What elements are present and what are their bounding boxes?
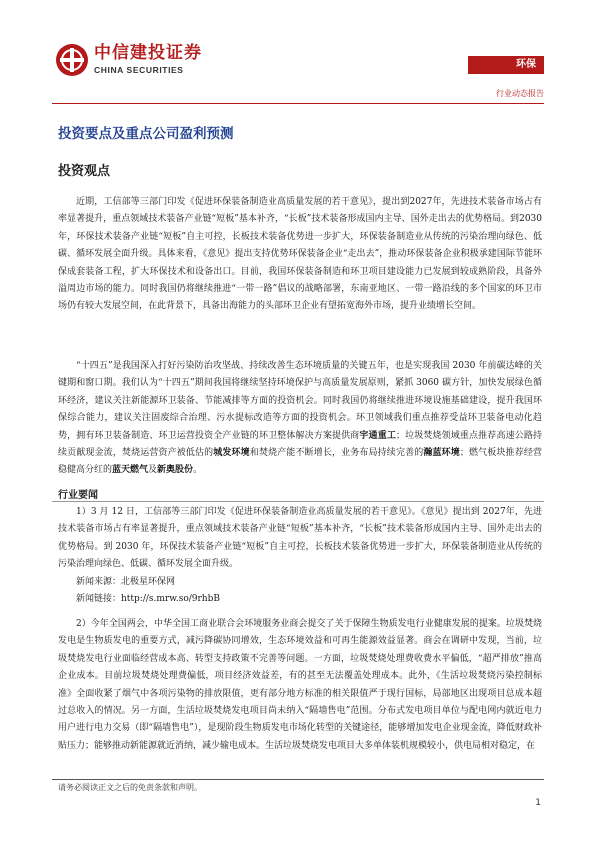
stock-highlight: 蓝天燃气 (112, 465, 149, 476)
stock-highlight: 城发环境 (213, 448, 250, 459)
paragraph-text: “十四五”是我国深入打好污染防治攻坚战、持续改善生态环境质量的关键五年，也是实现我国 2030 年前碳达峰的关键期和窗口期。我们认为“十四五”期间我国将继续坚持环境保护与高质量发展原则，紧抓 3060 碳方针，加快发展绿色循环经济，建议关注新能源环卫装备、节能减排等方面的投资机会。同时我国仍将继续推进环境设施基础建设，提升我国环保综合能力，建议关注固废综合治理、污水提标改造等方面的投资机会。环卫领域我们重点推荐受益环卫装备电动化趋势，拥有环卫装备制造、环卫运营投资全产业链的环卫整体解决方案提供商 (58, 361, 542, 441)
paragraph-text: 近期，工信部等三部门印发《促进环保装备制造业高质量发展的若干意见》，提出到2027年，先进技术装备市场占有率显著提升，重点领域技术装备产业链“短板”基本补齐，“长板”技术装备形成国内主导、国外走出去的优势格局。到2030年，环保技术装备产业链“短板”自主可控，长板技术装备优势进一步扩大，环保装备制造业从传统的污染治理向绿色、低碳、循环发展全面升级。具体来看，《意见》提出支持优势环保装备企业“走出去”，推动环保装备企业积极承建国际节能环保成套装备工程，扩大环保技术和设备出口。目前，我国环保装备制造和环卫项目建设能力已发展到较成熟阶段，具备外溢周边市场的能力。同时我国仍将继续推进“一带一路”倡议的战略部署，东南亚地区、一带一路沿线的多个国家的环卫市场仍有较大发展空间，在此背景下，具备出海能力的头部环卫企业有望拓宽海外市场，提升业绩增长空间。 (58, 197, 542, 312)
news-divider (52, 501, 544, 502)
news-item-2 (58, 616, 542, 755)
paragraph-text: 。 (193, 465, 203, 476)
paragraph-text: ；垃圾焚烧领域重点推荐高速公路持续贡献现金流，焚烧运营资产被低估的 (58, 430, 542, 459)
paragraph-text: ；燃气板块推荐经营稳健高分红的 (58, 448, 542, 476)
stock-highlight: 瀚蓝环境 (423, 448, 460, 459)
investment-view-paragraph-2 (58, 358, 542, 480)
paragraph-text: 1）3 月 12 日，工信部等三部门印发《促进环保装备制造业高质量发展的若干意见》。《意见》提出到 2027年，先进技术装备市场占有率显著提升，重点领域技术装备产业链“短板”基本补齐，“长板”技术装备形成国内主导、国外走出去的优势格局。到 2030 年，环保技术装备产业链“短板”自主可控，长板技术装备优势进一步扩大，环保装备制造业从传统的污染治理向绿色、低碳、循环发展全面升级。 (58, 507, 542, 570)
footer-divider (52, 779, 544, 780)
stock-highlight: 宇通重工 (359, 430, 396, 441)
paragraph-text: 和焚烧产能不断增长，业务布局持续完善的 (249, 448, 424, 459)
logo-name-en: CHINA SECURITIES (94, 65, 184, 76)
logo-emblem-icon (56, 44, 88, 76)
logo-name-cn: 中信建投证券 (94, 43, 202, 64)
header-divider (52, 103, 544, 104)
section-title: 投资要点及重点公司盈利预测 (58, 126, 234, 142)
paragraph-text: 及 (148, 465, 158, 476)
sub-title: 投资观点 (58, 164, 111, 179)
news-source: 新闻来源：北极星环保网 (76, 576, 176, 587)
company-logo (56, 44, 202, 76)
news-item-1 (58, 504, 542, 608)
disclaimer-note: 请务必阅读正文之后的免责条款和声明。 (58, 783, 202, 792)
report-type: 行业动态报告 (496, 89, 544, 98)
news-link[interactable]: 新闻链接：http://s.mrw.so/9rhbB (76, 594, 220, 605)
sector-tag: 环保 (468, 56, 544, 74)
page-number: 1 (535, 798, 541, 808)
paragraph-text: 2）今年全国两会，中华全国工商业联合会环境服务业商会提交了关于保障生物质发电行业健康发展的提案。垃圾焚烧发电是生物质发电的重要方式，减污降碳协同增效，生态环境效益和可再生能源效益显著。商会在调研中发现，当前，垃圾焚烧发电行业面临经营成本高、转型支持政策不完善等问题。一方面，垃圾焚烧处理费收费水平偏低，“超严排放”推高企业成本。目前垃圾焚烧处理费偏低，项目经济效益差，有的甚至无法覆盖处理成本。此外，《生活垃圾焚烧污染控制标准》全面收紧了烟气中各项污染物的排放限值，更有部分地方标准的相关限值严于现行国标，局部地区出现项目总成本超过总收入的情况。另一方面，生活垃圾焚烧发电项目尚未纳入“隔墙售电”范围。分布式发电项目单位与配电网内就近电力用户进行电力交易（即“隔墙售电”），是现阶段生物质发电市场化转型的关键途径，能够增加发电企业现金流，降低财政补贴压力；能够推动新能源就近消纳，减少输电成本。生活垃圾焚烧发电项目大多单体装机规模较小，供电局相对稳定，在 (58, 619, 542, 751)
stock-highlight: 新奥股份 (157, 465, 194, 476)
news-section-title: 行业要闻 (58, 490, 98, 501)
investment-view-paragraph-1 (58, 194, 542, 316)
